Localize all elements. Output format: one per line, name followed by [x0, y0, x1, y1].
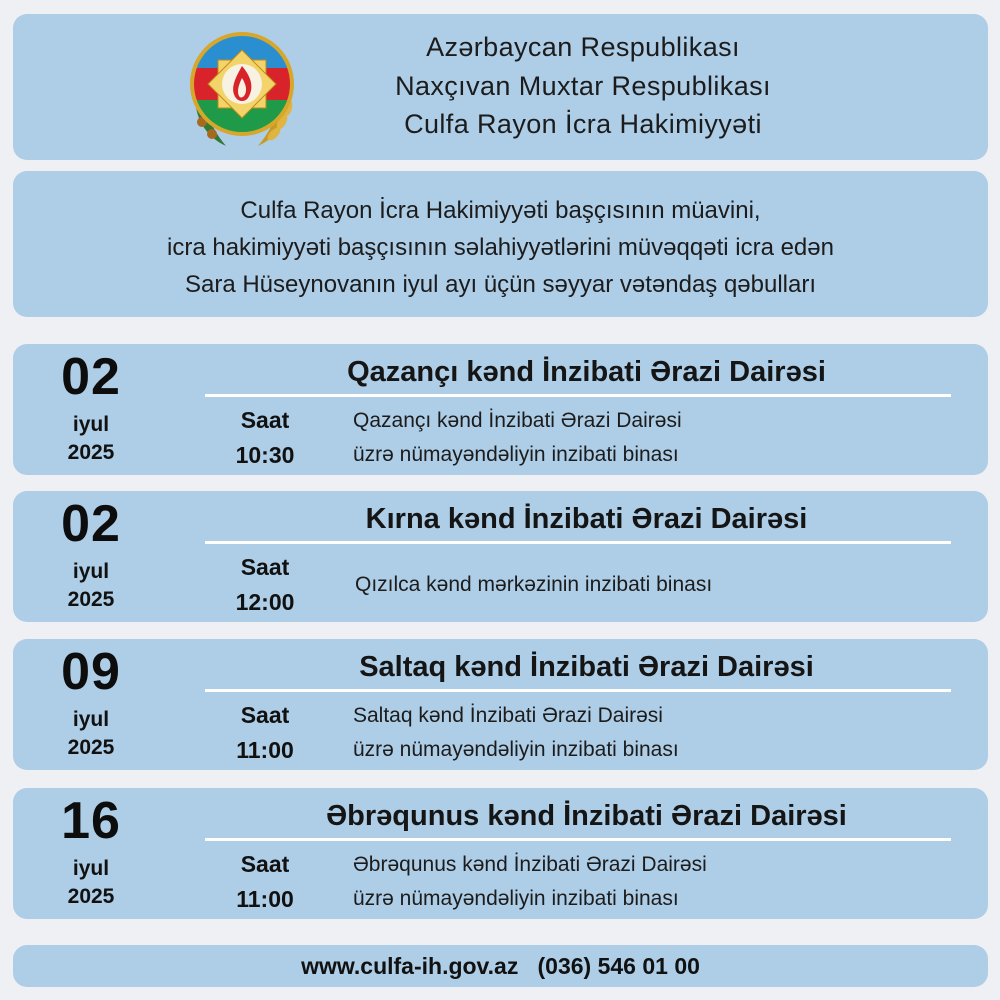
event-title: Saltaq kənd İnzibati Ərazi Dairəsi [359, 651, 814, 683]
event-month: iyul [72, 708, 110, 731]
location-line: Əbrəqunus kənd İnzibati Ərazi Dairəsi [353, 853, 707, 876]
time-label: Saat [240, 407, 290, 433]
event-year: 2025 [67, 736, 115, 759]
title-divider [205, 838, 951, 841]
title-divider [205, 689, 951, 692]
event-time [215, 550, 315, 620]
location-line: Saltaq kənd İnzibati Ərazi Dairəsi [353, 704, 663, 727]
intro-panel [13, 171, 988, 317]
event-location [353, 404, 953, 472]
location-line: üzrə nümayəndəliyin inzibati binası [353, 887, 679, 910]
title-divider [205, 541, 951, 544]
event-card [13, 639, 988, 770]
header-line-authority: Culfa Rayon İcra Hakimiyyəti [404, 109, 762, 139]
intro-line: icra hakimiyyəti başçısının səlahiyyətlərini müvəqqəti icra edən [167, 234, 834, 261]
footer-panel [13, 945, 988, 987]
location-line: üzrə nümayəndəliyin inzibati binası [353, 738, 679, 761]
event-month: iyul [72, 560, 110, 583]
event-card [13, 491, 988, 622]
event-year: 2025 [67, 885, 115, 908]
location-line: üzrə nümayəndəliyin inzibati binası [353, 443, 679, 466]
event-day: 09 [61, 643, 121, 701]
event-day: 16 [61, 792, 121, 850]
header-line-republic: Naxçıvan Muxtar Respublikası [395, 70, 771, 101]
event-date [33, 643, 149, 761]
event-year: 2025 [67, 588, 115, 611]
time-value: 11:00 [236, 886, 294, 912]
event-date [33, 792, 149, 910]
location-line: Qızılca kənd mərkəzinin inzibati binası [355, 573, 713, 596]
azerbaijan-state-emblem-icon [181, 26, 303, 152]
location-line: Qazançı kənd İnzibati Ərazi Dairəsi [353, 409, 682, 432]
time-value: 11:00 [236, 737, 294, 763]
event-card [13, 788, 988, 919]
event-time [215, 403, 315, 473]
event-card [13, 344, 988, 475]
website-link[interactable]: www.culfa-ih.gov.az [301, 953, 519, 979]
event-month: iyul [72, 413, 110, 436]
event-time [215, 698, 315, 768]
intro-line: Culfa Rayon İcra Hakimiyyəti başçısının müavini, [240, 197, 761, 224]
time-label: Saat [240, 851, 290, 877]
footer-contact [13, 951, 988, 981]
event-location [355, 568, 955, 602]
event-time [215, 847, 315, 917]
intro-line: Sara Hüseynovanın iyul ayı üçün səyyar vətəndaş qəbulları [184, 271, 817, 298]
header-title [313, 28, 853, 144]
time-value: 12:00 [235, 589, 295, 615]
time-label: Saat [240, 554, 290, 580]
event-date [33, 348, 149, 466]
event-title: Əbrəqunus kənd İnzibati Ərazi Dairəsi [326, 800, 847, 832]
event-location [353, 848, 953, 916]
header-line-country: Azərbaycan Respublikası [426, 32, 740, 62]
event-location [353, 699, 953, 767]
event-day: 02 [61, 348, 121, 406]
event-day: 02 [61, 495, 121, 553]
event-date [33, 495, 149, 613]
header-panel [13, 14, 988, 160]
title-divider [205, 394, 951, 397]
time-label: Saat [240, 702, 290, 728]
event-title: Kırna kənd İnzibati Ərazi Dairəsi [365, 503, 808, 535]
intro-text [13, 192, 988, 303]
event-title: Qazançı kənd İnzibati Ərazi Dairəsi [347, 356, 826, 388]
event-month: iyul [72, 857, 110, 880]
event-year: 2025 [67, 441, 115, 464]
time-value: 10:30 [235, 442, 295, 468]
phone-number: (036) 546 01 00 [537, 953, 700, 979]
